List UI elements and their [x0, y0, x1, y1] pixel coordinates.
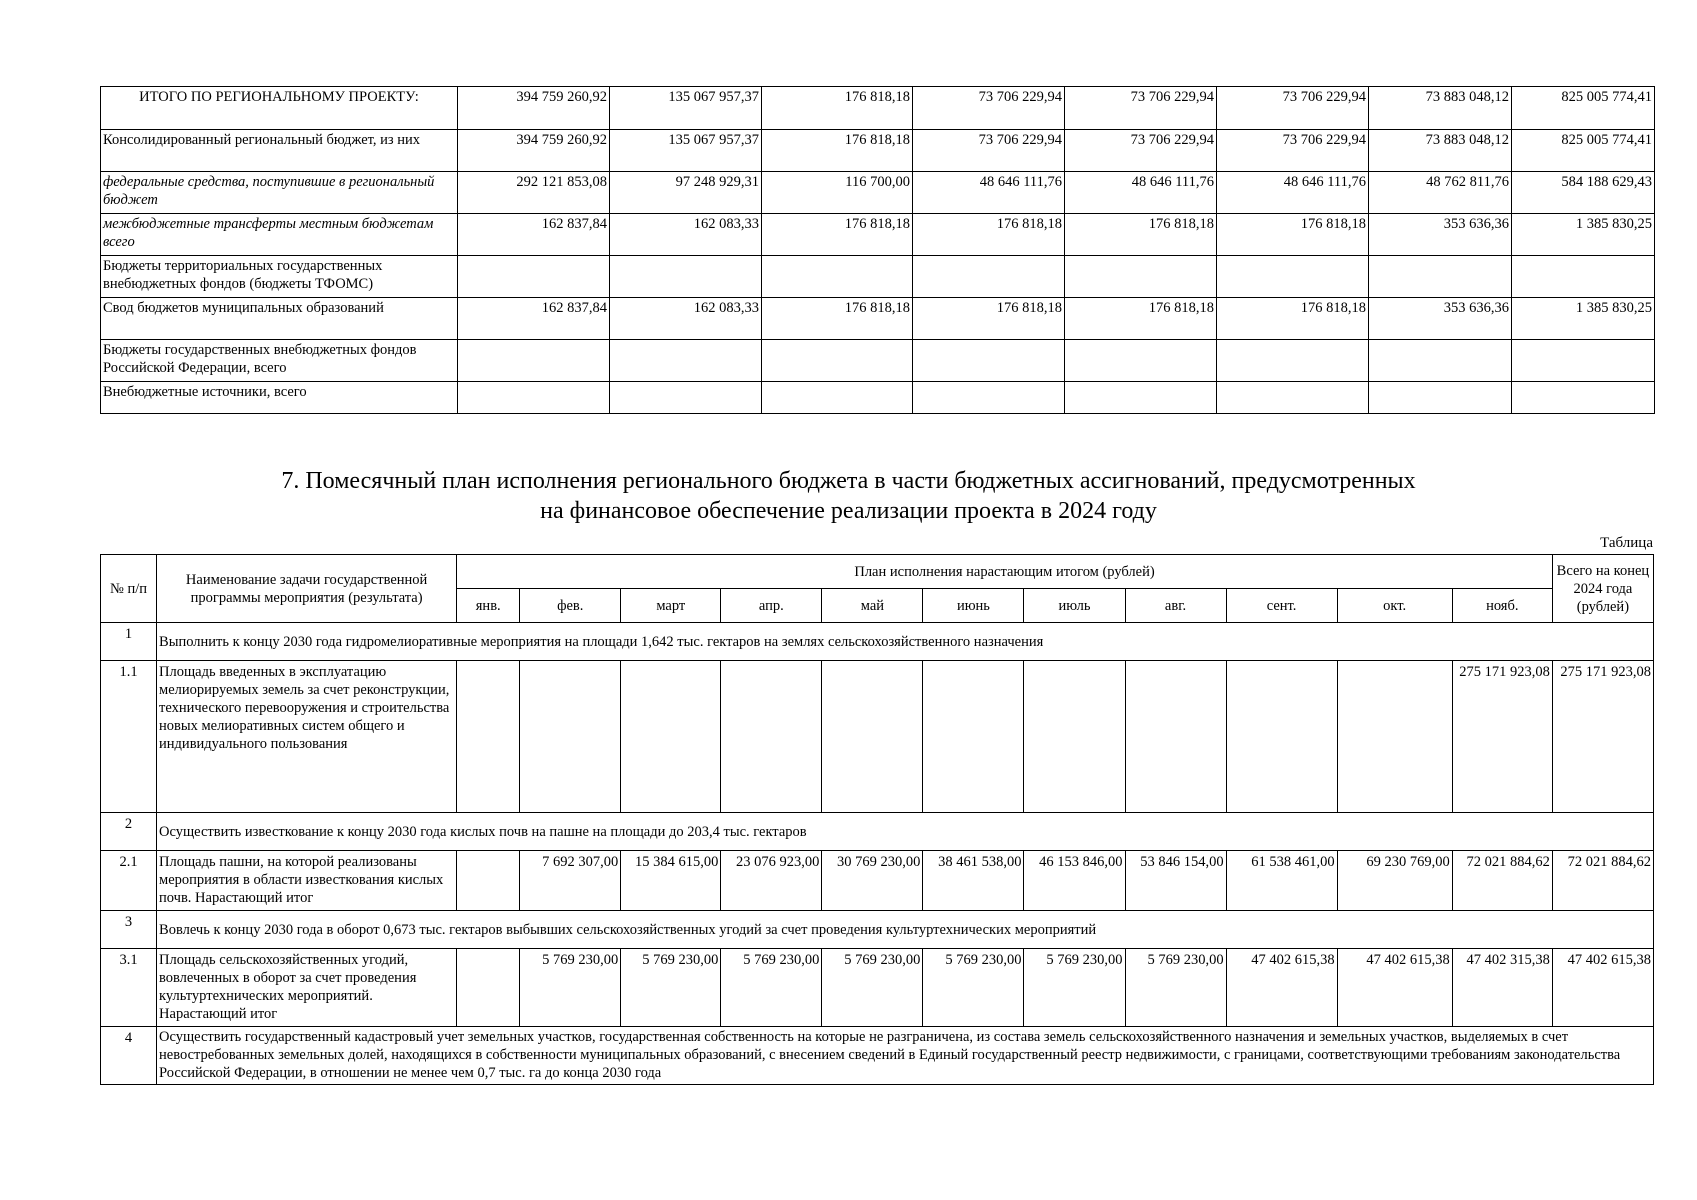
col-header-total: Всего на конец 2024 года (рублей)	[1552, 555, 1653, 623]
month-value: 5 769 230,00	[1024, 949, 1125, 1027]
cell-value: 116 700,00	[762, 172, 913, 214]
cell-value	[1369, 382, 1512, 414]
cell-value	[1512, 340, 1655, 382]
cell-value: 73 706 229,94	[1065, 87, 1217, 130]
cell-value: 73 706 229,94	[1217, 130, 1369, 172]
cell-value	[762, 340, 913, 382]
month-value: 47 402 615,38	[1337, 949, 1452, 1027]
month-header: янв.	[457, 589, 520, 623]
cell-value: 73 706 229,94	[913, 130, 1065, 172]
result-name: Площадь введенных в эксплуатацию мелиорируемых земель за счет реконструкции, технического перевооружения и строительства новых мелиоративных систем общего и индивидуального пользования	[157, 661, 457, 813]
result-number: 3.1	[101, 949, 157, 1027]
cell-value	[1512, 256, 1655, 298]
col-header-name: Наименование задачи государственной программы мероприятия (результата)	[157, 555, 457, 623]
cell-value: 176 818,18	[1065, 214, 1217, 256]
cell-value: 135 067 957,37	[610, 130, 762, 172]
cell-value	[610, 256, 762, 298]
cell-value: 825 005 774,41	[1512, 130, 1655, 172]
table-row	[101, 340, 1655, 382]
task-number: 4	[101, 1027, 157, 1085]
cell-value	[458, 382, 610, 414]
cell-value: 353 636,36	[1369, 214, 1512, 256]
cell-value: 176 818,18	[762, 130, 913, 172]
table-row	[101, 172, 1655, 214]
month-value: 47 402 615,38	[1226, 949, 1337, 1027]
task-text: Осуществить государственный кадастровый учет земельных участков, государственная собственность на которые не разграничена, из состава земель сельскохозяйственного назначения и земельных участков, выделяемых в счет невостребованных земельных долей, находящихся в собственности муниципальных образований, с внесением сведений в Единый государственный реестр недвижимости, с границами, соответствующими требованиям законодательства Российской Федерации, в отношении не менее чем 0,7 тыс. га до конца 2030 года	[157, 1027, 1654, 1085]
month-value: 7 692 307,00	[520, 851, 621, 911]
cell-value: 176 818,18	[762, 298, 913, 340]
cell-value	[1217, 340, 1369, 382]
total-value: 275 171 923,08	[1552, 661, 1653, 813]
table-caption: Таблица	[1600, 535, 1653, 551]
header-row	[101, 555, 1654, 589]
cell-value	[610, 382, 762, 414]
cell-value: 176 818,18	[762, 87, 913, 130]
cell-value: 394 759 260,92	[458, 130, 610, 172]
task-text: Осуществить известкование к концу 2030 года кислых почв на пашне на площади до 203,4 тыс. гектаров	[157, 813, 1654, 851]
task-row	[101, 911, 1654, 949]
month-value	[1337, 661, 1452, 813]
cell-value	[913, 256, 1065, 298]
col-header-plan: План исполнения нарастающим итогом (рублей)	[457, 555, 1553, 589]
cell-value	[913, 340, 1065, 382]
month-value: 275 171 923,08	[1452, 661, 1552, 813]
month-value: 69 230 769,00	[1337, 851, 1452, 911]
row-label: Внебюджетные источники, всего	[101, 382, 458, 414]
task-number: 2	[101, 813, 157, 851]
cell-value: 48 646 111,76	[913, 172, 1065, 214]
cell-value	[610, 340, 762, 382]
task-text: Вовлечь к концу 2030 года в оборот 0,673 тыс. гектаров выбывших сельскохозяйственных угодий за счет проведения культуртехнических мероприятий	[157, 911, 1654, 949]
result-number: 2.1	[101, 851, 157, 911]
cell-value: 176 818,18	[913, 214, 1065, 256]
result-row	[101, 661, 1654, 813]
month-value	[822, 661, 923, 813]
month-header: фев.	[520, 589, 621, 623]
month-header: сент.	[1226, 589, 1337, 623]
section-heading	[0, 466, 1697, 526]
heading-line-2: на финансовое обеспечение реализации проекта в 2024 году	[540, 498, 1157, 524]
month-header: май	[822, 589, 923, 623]
cell-value: 162 083,33	[610, 214, 762, 256]
month-value	[721, 661, 822, 813]
month-value	[457, 851, 520, 911]
month-value	[923, 661, 1024, 813]
cell-value: 176 818,18	[1217, 214, 1369, 256]
result-number: 1.1	[101, 661, 157, 813]
month-header: март	[621, 589, 721, 623]
cell-value	[1369, 256, 1512, 298]
cell-value: 48 762 811,76	[1369, 172, 1512, 214]
task-number: 1	[101, 623, 157, 661]
result-name: Площадь пашни, на которой реализованы мероприятия в области известкования кислых почв. Нарастающий итог	[157, 851, 457, 911]
heading-line-1: 7. Помесячный план исполнения регионального бюджета в части бюджетных ассигнований, предусмотренных	[281, 468, 1416, 494]
month-value	[457, 661, 520, 813]
cell-value: 825 005 774,41	[1512, 87, 1655, 130]
month-header: июнь	[923, 589, 1024, 623]
cell-value: 584 188 629,43	[1512, 172, 1655, 214]
month-value: 23 076 923,00	[721, 851, 822, 911]
month-value: 30 769 230,00	[822, 851, 923, 911]
table-row	[101, 130, 1655, 172]
monthly-plan-table	[100, 554, 1654, 1085]
cell-value: 176 818,18	[1065, 298, 1217, 340]
cell-value	[1217, 382, 1369, 414]
table-row	[101, 382, 1655, 414]
task-row	[101, 813, 1654, 851]
total-value: 72 021 884,62	[1552, 851, 1653, 911]
month-value: 46 153 846,00	[1024, 851, 1125, 911]
month-value: 15 384 615,00	[621, 851, 721, 911]
cell-value: 48 646 111,76	[1065, 172, 1217, 214]
cell-value: 73 706 229,94	[1217, 87, 1369, 130]
row-label: Бюджеты территориальных государственных внебюджетных фондов (бюджеты ТФОМС)	[101, 256, 458, 298]
cell-value: 1 385 830,25	[1512, 214, 1655, 256]
month-value: 5 769 230,00	[1125, 949, 1226, 1027]
row-label: федеральные средства, поступившие в региональный бюджет	[101, 172, 458, 214]
month-value: 5 769 230,00	[721, 949, 822, 1027]
cell-value	[1065, 256, 1217, 298]
task-row	[101, 623, 1654, 661]
cell-value: 176 818,18	[762, 214, 913, 256]
month-header: июль	[1024, 589, 1125, 623]
task-text: Выполнить к концу 2030 года гидромелиоративные мероприятия на площади 1,642 тыс. гектаров на землях сельскохозяйственного назначения	[157, 623, 1654, 661]
cell-value: 73 883 048,12	[1369, 130, 1512, 172]
cell-value: 394 759 260,92	[458, 87, 610, 130]
total-value: 47 402 615,38	[1552, 949, 1653, 1027]
month-value: 53 846 154,00	[1125, 851, 1226, 911]
month-value: 5 769 230,00	[621, 949, 721, 1027]
cell-value	[1512, 382, 1655, 414]
cell-value: 97 248 929,31	[610, 172, 762, 214]
month-value: 5 769 230,00	[822, 949, 923, 1027]
month-header: окт.	[1337, 589, 1452, 623]
month-value	[1226, 661, 1337, 813]
cell-value	[762, 382, 913, 414]
month-value: 61 538 461,00	[1226, 851, 1337, 911]
month-value: 38 461 538,00	[923, 851, 1024, 911]
month-value: 5 769 230,00	[520, 949, 621, 1027]
cell-value: 73 883 048,12	[1369, 87, 1512, 130]
table-row	[101, 214, 1655, 256]
month-header: апр.	[721, 589, 822, 623]
cell-value: 73 706 229,94	[913, 87, 1065, 130]
cell-value: 353 636,36	[1369, 298, 1512, 340]
cell-value	[458, 340, 610, 382]
row-label: Свод бюджетов муниципальных образований	[101, 298, 458, 340]
month-value: 5 769 230,00	[923, 949, 1024, 1027]
result-name: Площадь сельскохозяйственных угодий, вовлеченных в оборот за счет проведения культуртехнических мероприятий. Нарастающий итог	[157, 949, 457, 1027]
month-header: авг.	[1125, 589, 1226, 623]
month-header: нояб.	[1452, 589, 1552, 623]
cell-value	[913, 382, 1065, 414]
cell-value	[1065, 340, 1217, 382]
cell-value	[1369, 340, 1512, 382]
cell-value: 162 837,84	[458, 298, 610, 340]
cell-value	[1217, 256, 1369, 298]
row-label: Бюджеты государственных внебюджетных фондов Российской Федерации, всего	[101, 340, 458, 382]
month-value	[1024, 661, 1125, 813]
cell-value: 162 837,84	[458, 214, 610, 256]
budget-summary-table	[100, 86, 1655, 414]
result-row	[101, 851, 1654, 911]
task-row	[101, 1027, 1654, 1085]
table-row	[101, 87, 1655, 130]
task-number: 3	[101, 911, 157, 949]
cell-value: 1 385 830,25	[1512, 298, 1655, 340]
table-row	[101, 298, 1655, 340]
row-label: Консолидированный региональный бюджет, из них	[101, 130, 458, 172]
cell-value: 176 818,18	[1217, 298, 1369, 340]
cell-value: 176 818,18	[913, 298, 1065, 340]
month-value	[621, 661, 721, 813]
cell-value: 73 706 229,94	[1065, 130, 1217, 172]
month-value: 47 402 315,38	[1452, 949, 1552, 1027]
cell-value	[762, 256, 913, 298]
cell-value: 48 646 111,76	[1217, 172, 1369, 214]
cell-value: 162 083,33	[610, 298, 762, 340]
month-value	[457, 949, 520, 1027]
month-value	[520, 661, 621, 813]
row-label: ИТОГО ПО РЕГИОНАЛЬНОМУ ПРОЕКТУ:	[101, 87, 458, 130]
cell-value: 292 121 853,08	[458, 172, 610, 214]
row-label: межбюджетные трансферты местным бюджетам всего	[101, 214, 458, 256]
result-row	[101, 949, 1654, 1027]
month-value: 72 021 884,62	[1452, 851, 1552, 911]
cell-value: 135 067 957,37	[610, 87, 762, 130]
cell-value	[1065, 382, 1217, 414]
table-row	[101, 256, 1655, 298]
month-value	[1125, 661, 1226, 813]
cell-value	[458, 256, 610, 298]
col-header-num: № п/п	[101, 555, 157, 623]
